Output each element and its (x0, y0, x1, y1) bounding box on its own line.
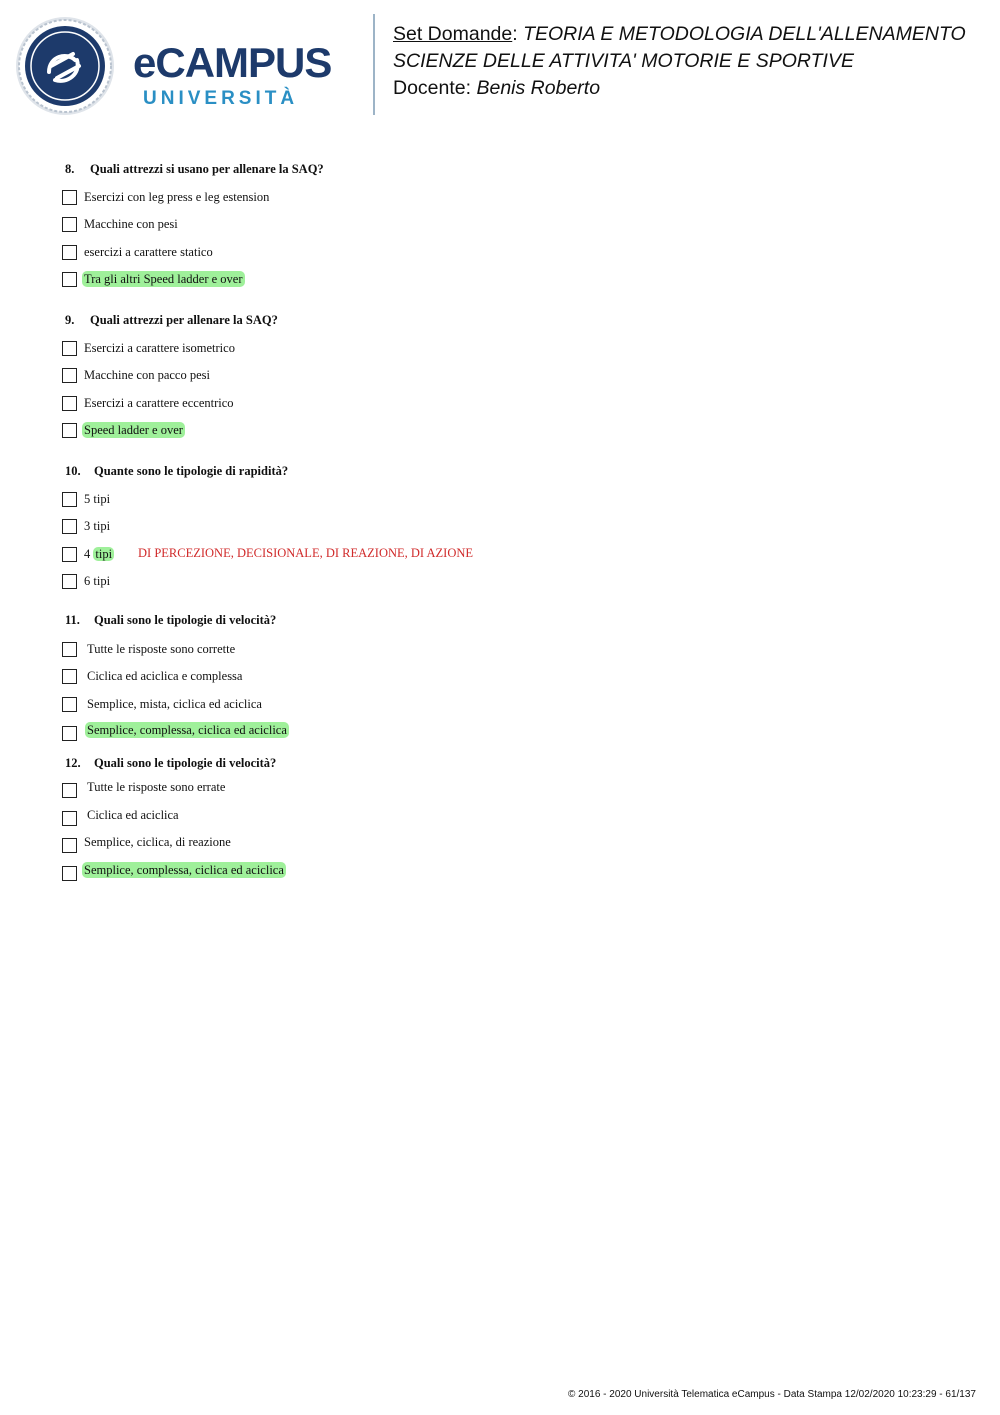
checkbox[interactable] (62, 669, 77, 684)
question-number: 10. (65, 464, 81, 478)
option-label: Macchine con pesi (84, 217, 178, 231)
checkbox[interactable] (62, 423, 77, 438)
question-number: 8. (65, 162, 75, 176)
option-label: Semplice, mista, ciclica ed aciclica (87, 697, 262, 711)
option-label-highlighted: Tra gli altri Speed ladder e over (84, 272, 243, 286)
option-label: Tutte le risposte sono corrette (87, 642, 236, 656)
set-colon: : (512, 23, 518, 45)
checkbox[interactable] (62, 642, 77, 657)
checkbox[interactable] (62, 492, 77, 507)
option-label: Esercizi con leg press e leg estension (84, 190, 270, 204)
option-label: Ciclica ed aciclica e complessa (87, 669, 243, 683)
question-8-title (65, 162, 324, 177)
checkbox[interactable] (62, 341, 77, 356)
checkbox[interactable] (62, 368, 77, 383)
checkbox[interactable] (62, 519, 77, 534)
option-label-highlighted: Semplice, complessa, ciclica ed aciclica (84, 863, 284, 877)
question-text: Quali attrezzi per allenare la SAQ? (90, 313, 278, 327)
option-label: Tutte le risposte sono errate (87, 780, 226, 794)
option-highlight: tipi (95, 547, 113, 561)
question-text: Quali sono le tipologie di velocità? (94, 756, 277, 770)
question-9-title (65, 313, 278, 328)
teacher-name: Benis Roberto (476, 77, 601, 99)
option-label: Macchine con pacco pesi (84, 368, 210, 382)
checkbox[interactable] (62, 866, 77, 881)
option-label: 6 tipi (84, 574, 111, 588)
checkbox[interactable] (62, 245, 77, 260)
option-label-highlighted: Semplice, complessa, ciclica ed aciclica (87, 723, 287, 737)
checkbox[interactable] (62, 217, 77, 232)
option-label: Semplice, ciclica, di reazione (84, 835, 231, 849)
question-12-title (65, 756, 276, 771)
question-text: Quali attrezzi si usano per allenare la SAQ? (90, 162, 324, 176)
header-set-line (393, 23, 966, 46)
option-label-highlighted: Speed ladder e over (84, 423, 183, 437)
answer-annotation: DI PERCEZIONE, DECISIONALE, DI REAZIONE, DI AZIONE (138, 546, 474, 560)
ecampus-wordmark-logo (133, 40, 355, 115)
set-label: Set Domande (393, 23, 513, 45)
option-label: esercizi a carattere statico (84, 245, 213, 259)
checkbox[interactable] (62, 547, 77, 562)
checkbox[interactable] (62, 190, 77, 205)
option-label: 5 tipi (84, 492, 111, 506)
ecampus-seal-logo (15, 16, 115, 116)
question-11-title (65, 613, 276, 628)
logo-subtitle-text: UNIVERSITÀ (143, 88, 299, 109)
checkbox[interactable] (62, 811, 77, 826)
option-label: 3 tipi (84, 519, 111, 533)
option-label: Esercizi a carattere eccentrico (84, 396, 234, 410)
option-label: Esercizi a carattere isometrico (84, 341, 235, 355)
option-label: Ciclica ed aciclica (87, 808, 179, 822)
question-text: Quante sono le tipologie di rapidità? (94, 464, 289, 478)
logo-wordmark-text: eCAMPUS (133, 39, 332, 86)
option-label (82, 546, 116, 562)
header-divider (373, 14, 375, 115)
checkbox[interactable] (62, 697, 77, 712)
checkbox[interactable] (62, 272, 77, 287)
checkbox[interactable] (62, 396, 77, 411)
question-number: 12. (65, 756, 81, 770)
header-teacher-line (393, 77, 600, 100)
option-prefix: 4 (84, 547, 91, 561)
program-title: SCIENZE DELLE ATTIVITA' MOTORIE E SPORTIVE (393, 50, 854, 72)
question-text: Quali sono le tipologie di velocità? (94, 613, 277, 627)
page-footer: © 2016 - 2020 Università Telematica eCampus - Data Stampa 12/02/2020 10:23:29 - 61/137 (568, 1389, 976, 1400)
checkbox[interactable] (62, 838, 77, 853)
question-number: 9. (65, 313, 75, 327)
course-title: TEORIA E METODOLOGIA DELL'ALLENAMENTO (523, 23, 966, 45)
checkbox[interactable] (62, 726, 77, 741)
question-10-title (65, 464, 288, 479)
question-number: 11. (65, 613, 80, 627)
checkbox[interactable] (62, 783, 77, 798)
teacher-label: Docente: (393, 77, 472, 99)
checkbox[interactable] (62, 574, 77, 589)
